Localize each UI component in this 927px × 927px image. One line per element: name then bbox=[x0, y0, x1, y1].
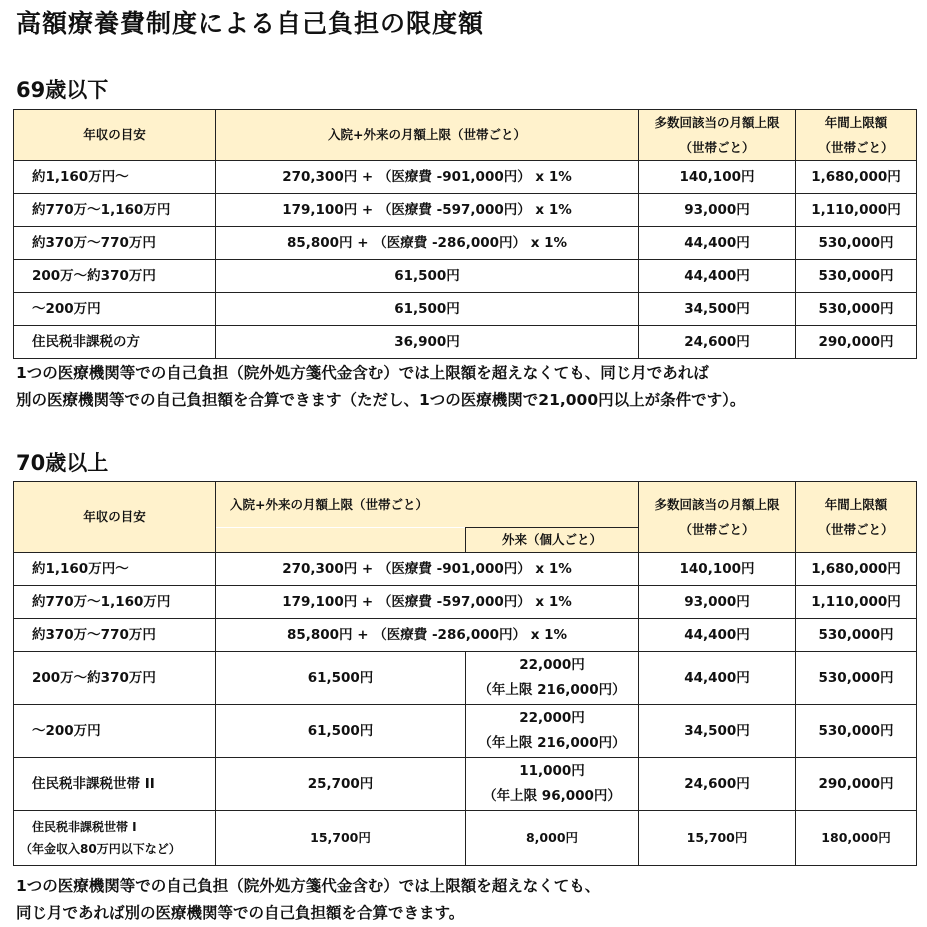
table-row: 200万～約370万円 61,500円 22,000円 （年上限 216,000円） 44,400円 530,000円 bbox=[14, 652, 917, 705]
table-row: 約770万～1,160万円 179,100円 + （医療費 -597,000円） x 1% 93,000円 1,110,000円 bbox=[14, 194, 917, 227]
header-annual-limit: 年間上限額 （世帯ごと） bbox=[796, 110, 917, 161]
table-row: 200万～約370万円 61,500円 44,400円 530,000円 bbox=[14, 260, 917, 293]
header-multi-limit: 多数回該当の月額上限 （世帯ごと） bbox=[639, 110, 796, 161]
note-under-69: 1つの医療機関等での自己負担（院外処方箋代金含む）では上限額を超えなくても、同じ月であれば 別の医療機関等での自己負担額を合算できます（ただし、1つの医療機関で21,000円以上が条件です）。 bbox=[16, 364, 746, 409]
table-row: 約370万～770万円 85,800円 + （医療費 -286,000円） x 1% 44,400円 530,000円 bbox=[14, 619, 917, 652]
header-outpatient: 外来（個人ごと） bbox=[466, 528, 639, 553]
note-over-70: 1つの医療機関等での自己負担（院外処方箋代金含む）では上限額を超えなくても、 同じ月であれば別の医療機関等での自己負担額を合算できます。 bbox=[16, 877, 601, 922]
table-row: 約1,160万円～ 270,300円 + （医療費 -901,000円） x 1% 140,100円 1,680,000円 bbox=[14, 553, 917, 586]
header-monthly-limit: 入院+外来の月額上限（世帯ごと） bbox=[216, 110, 639, 161]
header-income: 年収の目安 bbox=[14, 110, 216, 161]
table-row: 約1,160万円～ 270,300円 + （医療費 -901,000円） x 1% 140,100円 1,680,000円 bbox=[14, 161, 917, 194]
table-row: 約370万～770万円 85,800円 + （医療費 -286,000円） x 1% 44,400円 530,000円 bbox=[14, 227, 917, 260]
section-heading-over-70: 70歳以上 bbox=[16, 451, 109, 475]
table-row: 約770万～1,160万円 179,100円 + （医療費 -597,000円） x 1% 93,000円 1,110,000円 bbox=[14, 586, 917, 619]
section-heading-under-69: 69歳以下 bbox=[16, 78, 109, 102]
header-multi-limit: 多数回該当の月額上限 （世帯ごと） bbox=[639, 482, 796, 553]
header-annual-limit: 年間上限額 （世帯ごと） bbox=[796, 482, 917, 553]
header-monthly-limit: 入院+外来の月額上限（世帯ごと） bbox=[216, 482, 639, 528]
page-title: 高額療養費制度による自己負担の限度額 bbox=[16, 9, 485, 38]
table-row: ～200万円 61,500円 22,000円 （年上限 216,000円） 34,500円 530,000円 bbox=[14, 705, 917, 758]
header-income: 年収の目安 bbox=[14, 482, 216, 553]
table-row: ～200万円 61,500円 34,500円 530,000円 bbox=[14, 293, 917, 326]
table-under-69 bbox=[13, 109, 917, 359]
table-row: 住民税非課税の方 36,900円 24,600円 290,000円 bbox=[14, 326, 917, 359]
table-over-70 bbox=[13, 481, 917, 866]
table-row: 住民税非課税世帯 II 25,700円 11,000円 （年上限 96,000円） 24,600円 290,000円 bbox=[14, 758, 917, 811]
table-row: 住民税非課税世帯 I （年金収入80万円以下など） 15,700円 8,000円 15,700円 180,000円 bbox=[14, 811, 917, 866]
